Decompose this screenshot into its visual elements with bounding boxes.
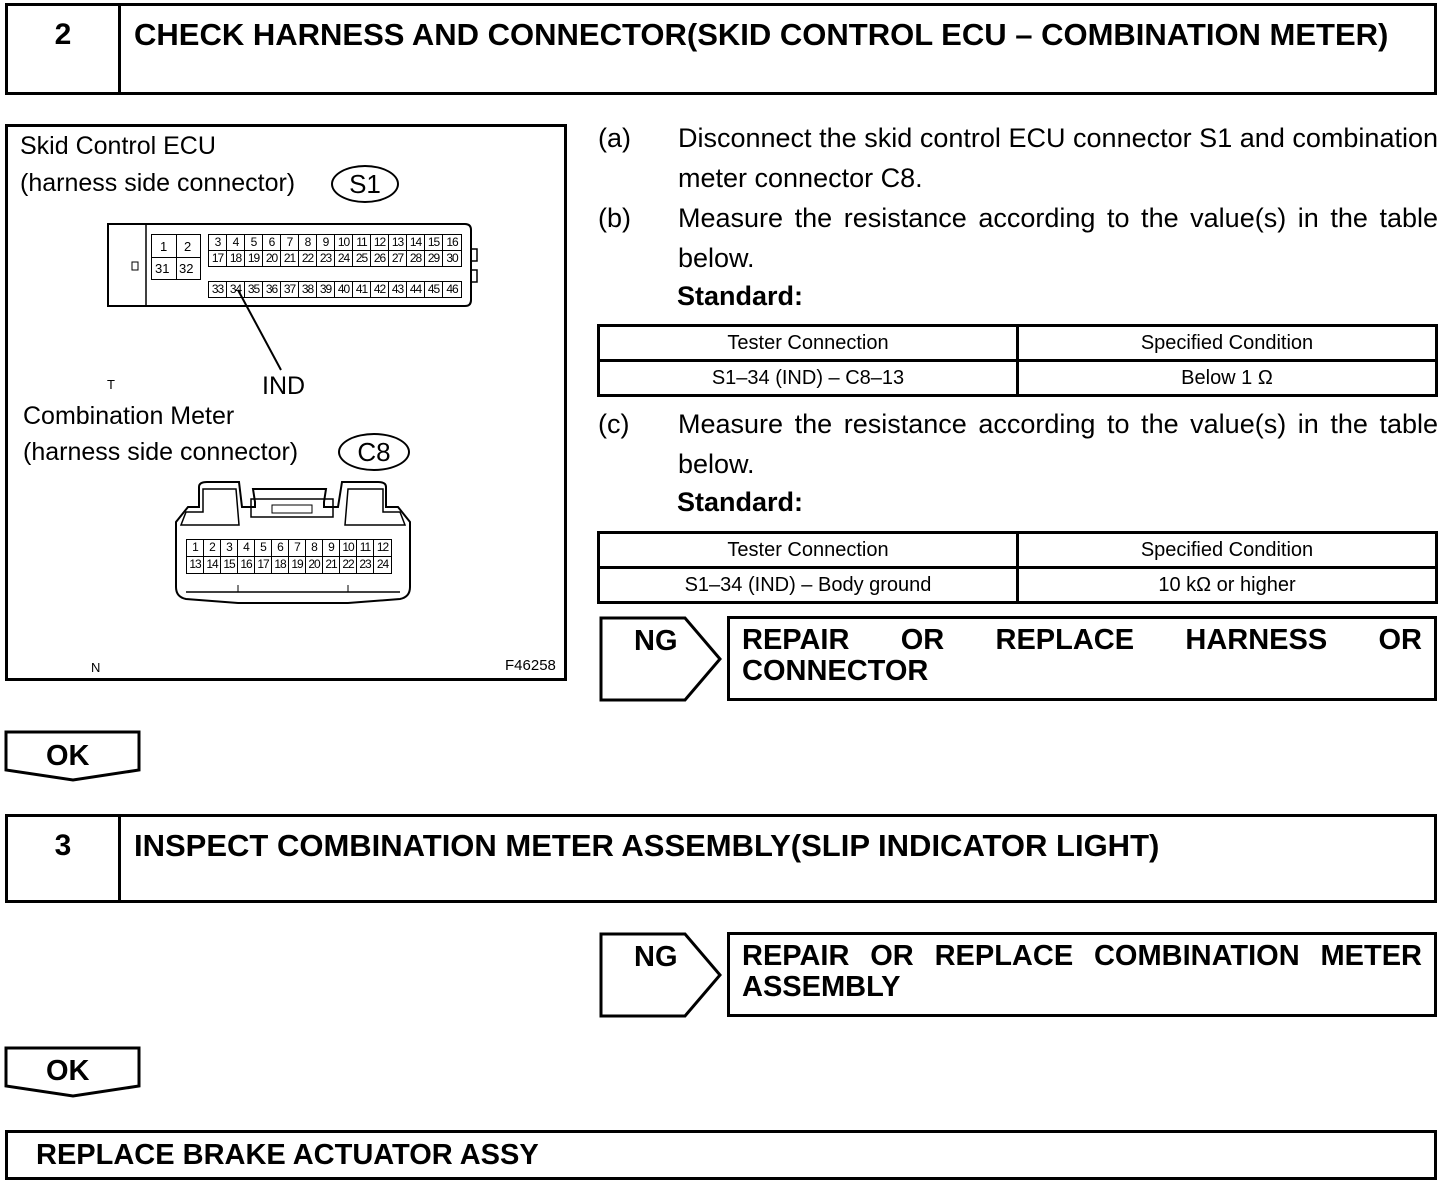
connector-pin: 16 <box>446 235 458 249</box>
connector-pin: 8 <box>299 235 317 250</box>
step-2-number: 2 <box>8 6 121 92</box>
connector-pin: 35 <box>245 282 263 297</box>
connector-pin: 3 <box>209 235 227 250</box>
connector-pin: 6 <box>263 235 281 250</box>
connector-pin: 3 <box>221 540 238 556</box>
connector-pin: 24 <box>376 557 389 571</box>
connector-pin: 15 <box>221 557 238 573</box>
connector-pin: 4 <box>227 235 245 250</box>
connector-pin: 11 <box>353 235 371 250</box>
ind-label: IND <box>262 372 306 400</box>
table-cell-condition: Below 1 Ω <box>1018 361 1437 396</box>
n-mark: N <box>91 660 101 675</box>
table-header-connection: Tester Connection <box>599 533 1018 568</box>
connector-pin: 10 <box>340 540 357 556</box>
connector-pin: 46 <box>446 282 458 296</box>
connector-pin: 27 <box>389 251 407 266</box>
final-action-box <box>5 1130 1437 1180</box>
ng-result-2 <box>727 932 1437 1017</box>
connector-pin: 25 <box>353 251 371 266</box>
instruction-b-letter: (b) <box>598 203 631 233</box>
connector-pin: 38 <box>299 282 317 297</box>
connector-pin: 9 <box>317 235 335 250</box>
table-header-connection: Tester Connection <box>599 326 1018 361</box>
ecu-pin-1: 1 <box>160 239 168 254</box>
instruction-c-letter: (c) <box>598 409 630 439</box>
connector-pin: 42 <box>371 282 389 297</box>
connector-pin: 37 <box>281 282 299 297</box>
connector-pin: 8 <box>306 540 323 556</box>
table-row <box>599 326 1437 361</box>
t-mark: T <box>107 377 115 392</box>
instruction-c <box>598 404 1438 484</box>
connector-pin: 28 <box>407 251 425 266</box>
ecu-sub-label: (harness side connector) <box>20 169 296 197</box>
connector-pin: 29 <box>425 251 443 266</box>
ng-label-1: NG <box>634 625 678 657</box>
connector-pin: 22 <box>299 251 317 266</box>
connector-pin: 40 <box>335 282 353 297</box>
connector-pin: 21 <box>323 557 340 573</box>
connector-figure <box>5 124 567 681</box>
step-3-number: 3 <box>8 817 121 900</box>
ecu-code: S1 <box>349 169 381 199</box>
connector-pin: 36 <box>263 282 281 297</box>
connector-pin: 5 <box>255 540 272 556</box>
connector-pin: 19 <box>245 251 263 266</box>
table-cell-connection: S1–34 (IND) – Body ground <box>599 568 1018 603</box>
connector-pin: 9 <box>323 540 340 556</box>
table-row <box>599 361 1437 396</box>
connector-pin: 18 <box>272 557 289 573</box>
connector-pin: 30 <box>446 251 458 265</box>
connector-pin: 5 <box>245 235 263 250</box>
meter-connector-drawing <box>8 127 564 678</box>
ok-label-2: OK <box>46 1055 90 1087</box>
connector-pin: 23 <box>317 251 335 266</box>
ecu-label: Skid Control ECU <box>20 132 216 160</box>
connector-pin: 13 <box>389 235 407 250</box>
step-2-header <box>5 3 1437 95</box>
connector-pin: 13 <box>187 557 204 573</box>
connector-pin: 7 <box>289 540 306 556</box>
connector-pin: 1 <box>187 540 204 556</box>
connector-pin: 19 <box>289 557 306 573</box>
connector-pin: 4 <box>238 540 255 556</box>
connector-pin: 23 <box>357 557 374 573</box>
connector-pin: 12 <box>371 235 389 250</box>
table-header-condition: Specified Condition <box>1018 326 1437 361</box>
ng-result-1-text: REPAIR OR REPLACE HARNESS OR CONNECTOR <box>742 624 1422 687</box>
table-row <box>599 568 1437 603</box>
connector-pin: 26 <box>371 251 389 266</box>
instruction-b-text: Measure the resistance according to the value(s) in the table below. <box>678 203 1438 273</box>
figure-id: F46258 <box>505 657 556 674</box>
connector-pin: 20 <box>263 251 281 266</box>
connector-pin: 33 <box>209 282 227 297</box>
meter-sub-label: (harness side connector) <box>23 438 299 466</box>
connector-pin: 17 <box>255 557 272 573</box>
connector-pin: 15 <box>425 235 443 250</box>
standard-label-b: Standard: <box>677 281 804 311</box>
step-3-header <box>5 814 1437 903</box>
ecu-pin-31: 31 <box>155 261 170 276</box>
ecu-pin-32: 32 <box>179 261 194 276</box>
connector-pin: 20 <box>306 557 323 573</box>
final-action-text: REPLACE BRAKE ACTUATOR ASSY <box>36 1139 539 1171</box>
connector-pin: 21 <box>281 251 299 266</box>
connector-pin: 7 <box>281 235 299 250</box>
connector-pin: 16 <box>238 557 255 573</box>
instruction-a <box>598 118 1438 198</box>
connector-pin: 12 <box>376 540 389 554</box>
ng-result-2-text: REPAIR OR REPLACE COMBINATION METER ASSEMBLY <box>742 940 1422 1003</box>
connector-pin: 34 <box>227 282 245 297</box>
connector-pin: 18 <box>227 251 245 266</box>
table-cell-condition: 10 kΩ or higher <box>1018 568 1437 603</box>
meter-label: Combination Meter <box>23 402 235 430</box>
connector-pin: 6 <box>272 540 289 556</box>
connector-pin: 2 <box>204 540 221 556</box>
instruction-c-text: Measure the resistance according to the value(s) in the table below. <box>678 409 1438 479</box>
connector-pin: 14 <box>204 557 221 573</box>
connector-pin: 41 <box>353 282 371 297</box>
instruction-a-letter: (a) <box>598 123 631 153</box>
connector-pin: 14 <box>407 235 425 250</box>
instruction-b <box>598 198 1438 278</box>
spec-table-2 <box>597 531 1438 604</box>
connector-pin: 11 <box>357 540 374 556</box>
connector-pin: 10 <box>335 235 353 250</box>
ok-label-1: OK <box>46 740 90 772</box>
step-3-title: INSPECT COMBINATION METER ASSEMBLY(SLIP INDICATOR LIGHT) <box>134 828 1160 863</box>
connector-pin: 45 <box>425 282 443 297</box>
connector-pin: 44 <box>407 282 425 297</box>
table-row <box>599 533 1437 568</box>
ng-label-2: NG <box>634 941 678 973</box>
spec-table-1 <box>597 324 1438 397</box>
table-header-condition: Specified Condition <box>1018 533 1437 568</box>
instruction-a-text: Disconnect the skid control ECU connector S1 and combination meter connector C8. <box>678 123 1438 193</box>
ng-result-1 <box>727 616 1437 701</box>
connector-pin: 17 <box>209 251 227 266</box>
meter-pin-grid <box>186 539 392 574</box>
meter-code: C8 <box>357 437 391 467</box>
connector-pin: 24 <box>335 251 353 266</box>
ecu-pin-2: 2 <box>184 239 192 254</box>
table-cell-connection: S1–34 (IND) – C8–13 <box>599 361 1018 396</box>
step-2-title: CHECK HARNESS AND CONNECTOR(SKID CONTROL ECU – COMBINATION METER) <box>134 17 1389 52</box>
connector-pin: 43 <box>389 282 407 297</box>
connector-pin: 22 <box>340 557 357 573</box>
connector-pin: 39 <box>317 282 335 297</box>
standard-label-c: Standard: <box>677 487 804 517</box>
